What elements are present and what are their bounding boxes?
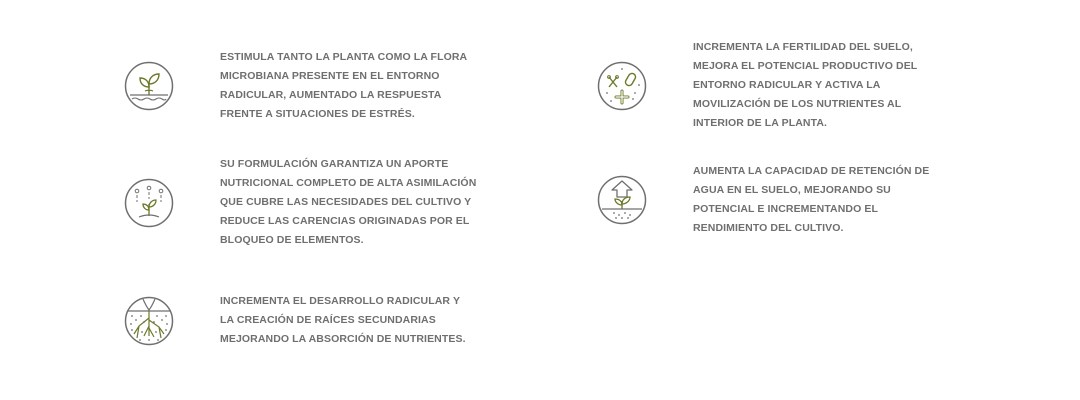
plant-nutrients-drops-icon <box>124 178 174 228</box>
text-line: MICROBIANA PRESENTE EN EL ENTORNO <box>220 70 440 82</box>
text-line: LA CREACIÓN DE RAÍCES SECUNDARIAS <box>220 314 436 326</box>
text-line: ESTIMULA TANTO LA PLANTA COMO LA FLORA <box>220 51 468 63</box>
benefit-text-roots <box>220 292 466 349</box>
text-line: FRENTE A SITUACIONES DE ESTRÉS. <box>220 108 415 120</box>
benefit-text-nutrition <box>220 155 476 250</box>
text-line: RADICULAR, AUMENTADO LA RESPUESTA <box>220 89 442 101</box>
text-line: POTENCIAL E INCREMENTANDO EL <box>693 203 879 215</box>
text-line: NUTRICIONAL COMPLETO DE ALTA ASIMILACIÓN <box>220 177 477 189</box>
text-line: RENDIMIENTO DEL CULTIVO. <box>693 222 844 234</box>
water-retention-arrow-icon <box>597 175 647 225</box>
text-line: MEJORA EL POTENCIAL PRODUCTIVO DEL <box>693 60 918 72</box>
benefit-item-roots <box>124 292 466 349</box>
soil-microbes-icon <box>597 61 647 111</box>
text-line: ENTORNO RADICULAR Y ACTIVA LA <box>693 79 881 91</box>
benefit-text-stimulation <box>220 48 467 124</box>
benefit-text-fertility <box>693 38 917 133</box>
benefit-item-stimulation <box>124 48 467 124</box>
text-line: MOVILIZACIÓN DE LOS NUTRIENTES AL <box>693 98 902 110</box>
text-line: INTERIOR DE LA PLANTA. <box>693 117 828 129</box>
text-line: SU FORMULACIÓN GARANTIZA UN APORTE <box>220 158 449 170</box>
text-line: REDUCE LAS CARENCIAS ORIGINADAS POR EL <box>220 215 470 227</box>
text-line: MEJORANDO LA ABSORCIÓN DE NUTRIENTES. <box>220 333 466 345</box>
roots-soil-icon <box>124 296 174 346</box>
plant-sprout-soil-icon <box>124 61 174 111</box>
text-line: AGUA EN EL SUELO, MEJORANDO SU <box>693 184 891 196</box>
benefit-item-nutrition <box>124 155 476 250</box>
text-line: INCREMENTA LA FERTILIDAD DEL SUELO, <box>693 41 913 53</box>
text-line: QUE CUBRE LAS NECESIDADES DEL CULTIVO Y <box>220 196 472 208</box>
benefit-item-water-retention <box>597 162 929 238</box>
text-line: AUMENTA LA CAPACIDAD DE RETENCIÓN DE <box>693 165 930 177</box>
benefit-text-water-retention <box>693 162 929 238</box>
text-line: BLOQUEO DE ELEMENTOS. <box>220 234 364 246</box>
benefit-item-fertility <box>597 38 917 133</box>
text-line: INCREMENTA EL DESARROLLO RADICULAR Y <box>220 295 461 307</box>
